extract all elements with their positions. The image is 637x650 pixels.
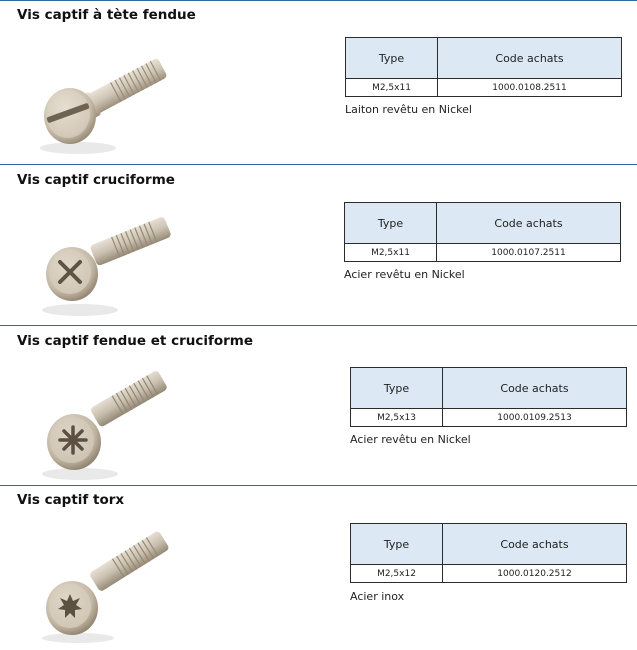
type-cell: M2,5x12 — [351, 565, 443, 583]
material-text: Acier revêtu en Nickel — [350, 433, 471, 446]
code-column-header: Code achats — [438, 38, 622, 79]
spec-table — [344, 202, 621, 262]
code-cell: 1000.0109.2513 — [443, 409, 627, 427]
material-text: Acier inox — [350, 590, 405, 603]
type-column-header: Type — [346, 38, 438, 79]
type-cell: M2,5x11 — [346, 79, 438, 97]
section-divider — [0, 164, 637, 165]
code-column-header: Code achats — [443, 524, 627, 565]
spec-table — [350, 367, 627, 427]
product-title: Vis captif à tète fendue — [17, 7, 196, 23]
type-column-header: Type — [345, 203, 437, 244]
section-divider — [0, 325, 637, 326]
type-cell: M2,5x11 — [345, 244, 437, 262]
torx-screw-image — [40, 530, 180, 645]
product-title: Vis captif cruciforme — [17, 172, 175, 188]
table-row — [345, 244, 621, 262]
section-divider-top — [0, 0, 637, 1]
slot-cross-screw-image — [40, 370, 180, 485]
table-row — [346, 79, 622, 97]
cross-screw-image — [38, 210, 178, 320]
table-row — [351, 565, 627, 583]
product-title: Vis captif torx — [17, 492, 125, 508]
table-row — [351, 409, 627, 427]
slotted-screw-image — [38, 48, 178, 158]
type-column-header: Type — [351, 368, 443, 409]
code-cell: 1000.0108.2511 — [438, 79, 622, 97]
type-cell: M2,5x13 — [351, 409, 443, 427]
product-title: Vis captif fendue et cruciforme — [17, 333, 254, 349]
section-divider — [0, 485, 637, 486]
type-column-header: Type — [351, 524, 443, 565]
material-text: Laiton revêtu en Nickel — [345, 103, 472, 116]
code-column-header: Code achats — [437, 203, 621, 244]
code-cell: 1000.0120.2512 — [443, 565, 627, 583]
spec-table — [345, 37, 622, 97]
material-text: Acier revêtu en Nickel — [344, 268, 465, 281]
code-column-header: Code achats — [443, 368, 627, 409]
spec-table — [350, 523, 627, 583]
code-cell: 1000.0107.2511 — [437, 244, 621, 262]
